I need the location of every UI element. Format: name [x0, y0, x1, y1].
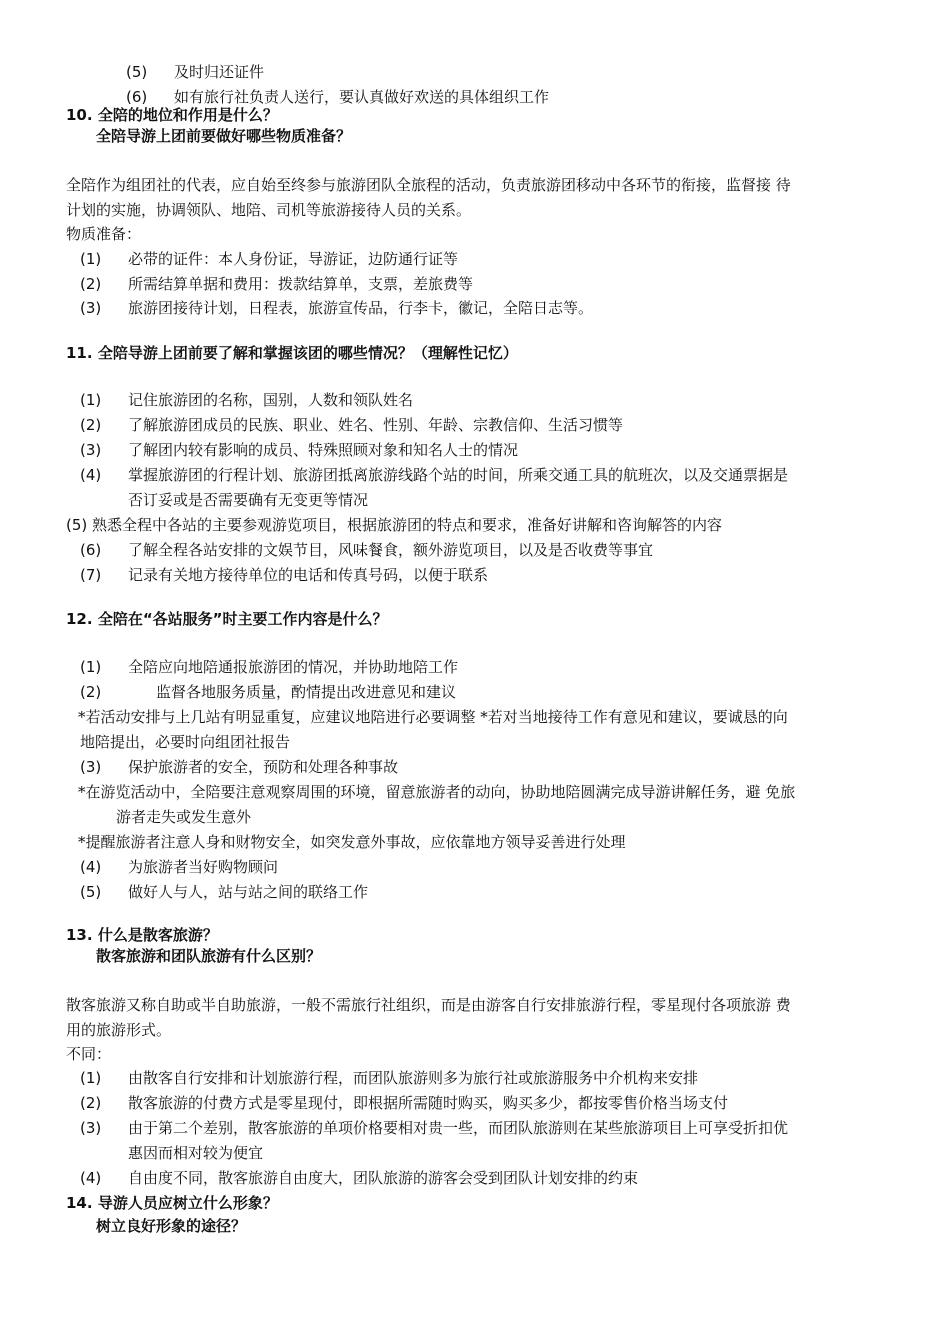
item-continuation: 惠因而相对较为便宜 — [128, 1144, 264, 1162]
note-text: *在游览活动中，全陪要注意观察周围的环境，留意旅游者的动向，协助地陪圆满完成导游讲解任务，避 免旅 — [78, 783, 796, 801]
item-number: (6) — [126, 88, 148, 106]
question-heading — [66, 343, 518, 363]
item-number: (3) — [80, 441, 102, 459]
question-subtitle: 全陪导游上团前要做好哪些物质准备？ — [96, 127, 352, 145]
item-text: 为旅游者当好购物顾问 — [128, 858, 279, 876]
item-number: (2) — [80, 275, 102, 293]
question-title: 全陪的地位和作用是什么？ — [97, 106, 278, 124]
list-item — [80, 540, 653, 560]
section-label: 不同： — [66, 1045, 112, 1063]
item-text: 由散客自行安排和计划旅游行程，而团队旅游则多为旅行社或旅游服务中介机构来安排 — [128, 1069, 699, 1087]
item-text: 记录有关地方接待单位的电话和传真号码，以便于联系 — [128, 566, 489, 584]
list-item — [80, 1118, 788, 1138]
question-number: 13. — [66, 926, 93, 944]
answer-text: 用的旅游形式。 — [66, 1021, 172, 1039]
list-item — [80, 1093, 728, 1113]
list-item — [80, 298, 593, 318]
list-item — [80, 857, 278, 877]
answer-text: 计划的实施，协调领队、地陪、司机等旅游接待人员的关系。 — [66, 201, 472, 219]
note-text: 地陪提出，必要时向组团社报告 — [80, 733, 291, 751]
list-item — [80, 440, 518, 460]
item-text: 如有旅行社负责人送行，要认真做好欢送的具体组织工作 — [174, 88, 550, 106]
question-title: 什么是散客旅游？ — [97, 926, 218, 944]
item-number: (1) — [80, 391, 102, 409]
item-number: (5) — [80, 883, 102, 901]
item-number: (4) — [80, 858, 102, 876]
item-text: 了解团内较有影响的成员、特殊照顾对象和知名人士的情况 — [128, 441, 519, 459]
question-number: 10. — [66, 106, 93, 124]
section-label: 物质准备： — [66, 225, 142, 243]
list-item — [80, 390, 413, 410]
item-text: 记住旅游团的名称，国别，人数和领队姓名 — [128, 391, 414, 409]
list-item — [66, 515, 722, 535]
item-number: (2) — [80, 683, 102, 701]
item-number: (4) — [80, 466, 102, 484]
list-item — [80, 274, 473, 294]
item-number: (3) — [80, 299, 102, 317]
note-text: 游者走失或发生意外 — [116, 808, 252, 826]
item-text: 全陪应向地陪通报旅游团的情况，并协助地陪工作 — [128, 658, 459, 676]
question-heading — [66, 609, 388, 629]
item-number: (1) — [80, 1069, 102, 1087]
item-number: (3) — [80, 1119, 102, 1137]
list-item — [80, 1168, 638, 1188]
item-number: (5) — [126, 63, 148, 81]
list-item — [80, 757, 398, 777]
item-text: 所需结算单据和费用：拨款结算单，支票，差旅费等 — [128, 275, 474, 293]
list-item — [80, 415, 623, 435]
item-text: 了解全程各站安排的文娱节目，风味餐食，额外游览项目，以及是否收费等事宜 — [128, 541, 654, 559]
item-number: (2) — [80, 416, 102, 434]
question-subtitle: 树立良好形象的途径？ — [96, 1217, 247, 1235]
item-text: 及时归还证件 — [174, 63, 265, 81]
item-text: 必带的证件：本人身份证，导游证，边防通行证等 — [128, 250, 459, 268]
question-heading — [66, 105, 278, 125]
item-number: (7) — [80, 566, 102, 584]
answer-text: 全陪作为组团社的代表，应自始至终参与旅游团队全旅程的活动，负责旅游团移动中各环节的衔接，监督接 待 — [66, 176, 791, 194]
item-number: (5) — [66, 516, 88, 534]
item-number: (1) — [80, 658, 102, 676]
item-number: (4) — [80, 1169, 102, 1187]
list-item — [80, 1068, 698, 1088]
list-item — [80, 565, 488, 585]
item-text: 监督各地服务质量，酌情提出改进意见和建议 — [156, 683, 457, 701]
item-number: (1) — [80, 250, 102, 268]
item-number: (6) — [80, 541, 102, 559]
item-text: 由于第二个差别，散客旅游的单项价格要相对贵一些，而团队旅游则在某些旅游项目上可享受折扣优 — [128, 1119, 789, 1137]
question-heading — [66, 1193, 278, 1213]
question-title: 导游人员应树立什么形象？ — [97, 1194, 278, 1212]
item-text: 散客旅游的付费方式是零星现付，即根据所需随时购买，购买多少，都按零售价格当场支付 — [128, 1094, 729, 1112]
list-item — [80, 882, 368, 902]
item-text: 旅游团接待计划，日程表，旅游宣传品，行李卡，徽记，全陪日志等。 — [128, 299, 594, 317]
item-number: (3) — [80, 758, 102, 776]
list-item — [80, 657, 458, 677]
question-number: 12. — [66, 610, 93, 628]
item-continuation: 否订妥或是否需要确有无变更等情况 — [128, 491, 369, 509]
list-item — [126, 62, 264, 82]
item-text: 做好人与人，站与站之间的联络工作 — [128, 883, 369, 901]
note-text: *若活动安排与上几站有明显重复，应建议地陪进行必要调整 *若对当地接待工作有意见和建议，要诚恳的向 — [78, 708, 788, 726]
item-text: 保护旅游者的安全，预防和处理各种事故 — [128, 758, 399, 776]
item-number: (2) — [80, 1094, 102, 1112]
item-text: 了解旅游团成员的民族、职业、姓名、性别、年龄、宗教信仰、生活习惯等 — [128, 416, 624, 434]
list-item — [126, 87, 549, 107]
question-title: 全陪导游上团前要了解和掌握该团的哪些情况？（理解性记忆） — [97, 344, 518, 362]
list-item — [80, 682, 456, 702]
list-item — [80, 249, 458, 269]
answer-text: 散客旅游又称自助或半自助旅游，一般不需旅行社组织，而是由游客自行安排旅游行程，零星现付各项旅游 费 — [66, 996, 791, 1014]
question-number: 11. — [66, 344, 93, 362]
item-text: 掌握旅游团的行程计划、旅游团抵离旅游线路个站的时间，所乘交通工具的航班次，以及交通票据是 — [128, 466, 789, 484]
question-title: 全陪在“各站服务”时主要工作内容是什么？ — [97, 610, 388, 628]
question-heading — [66, 925, 218, 945]
question-number: 14. — [66, 1194, 93, 1212]
list-item — [80, 465, 788, 485]
note-text: *提醒旅游者注意人身和财物安全，如突发意外事故，应依靠地方领导妥善进行处理 — [78, 833, 626, 851]
item-text: 自由度不同，散客旅游自由度大，团队旅游的游客会受到团队计划安排的约束 — [128, 1169, 639, 1187]
item-text: 熟悉全程中各站的主要参观游览项目，根据旅游团的特点和要求，准备好讲解和咨询解答的内容 — [92, 516, 723, 534]
question-subtitle: 散客旅游和团队旅游有什么区别？ — [96, 947, 322, 965]
